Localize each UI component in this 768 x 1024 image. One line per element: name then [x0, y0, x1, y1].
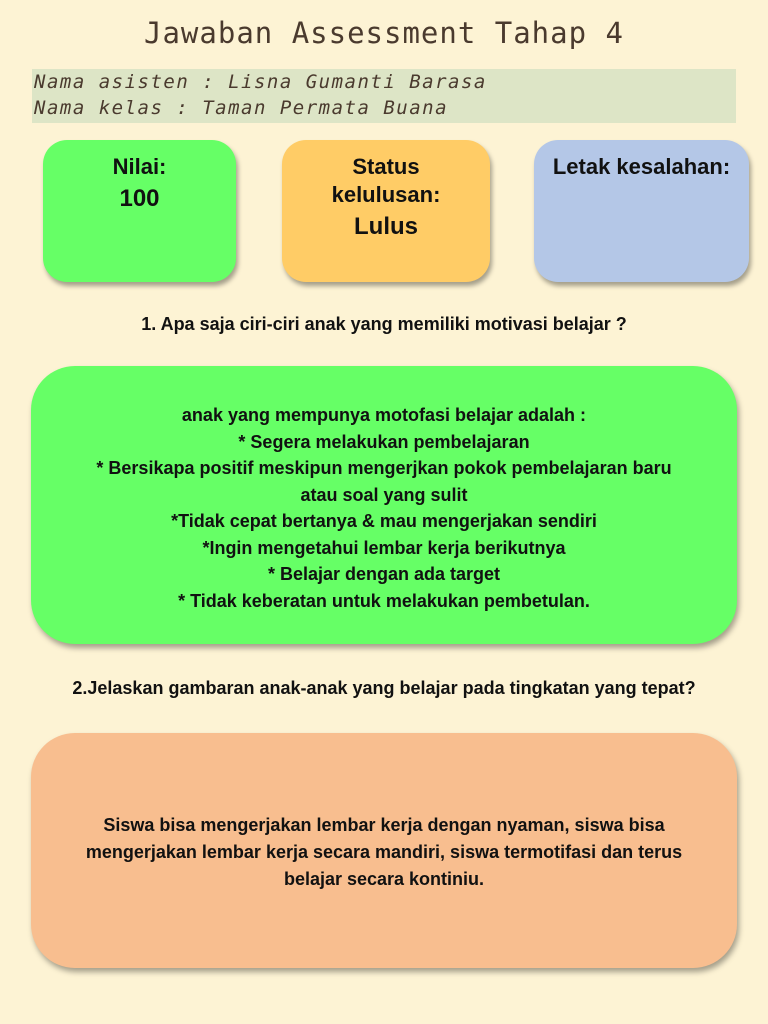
score-label: Nilai:	[112, 154, 167, 179]
assistant-name: Nama asisten : Lisna Gumanti Barasa	[34, 71, 487, 93]
answer-1-line: * Segera melakukan pembelajaran	[238, 431, 530, 452]
answer-1-box	[31, 366, 737, 644]
answer-1-line: * Tidak keberatan untuk melakukan pembetulan.	[178, 590, 590, 611]
error-location-card	[534, 140, 749, 282]
question-2: 2.Jelaskan gambaran anak-anak yang belajar pada tingkatan yang tepat?	[72, 678, 696, 698]
score-value: 100	[119, 185, 160, 212]
answer-1-line: *Tidak cepat bertanya & mau mengerjakan sendiri	[171, 511, 597, 531]
answer-2-box	[31, 733, 737, 968]
answer-1-line: *Ingin mengetahui lembar kerja berikutnya	[202, 537, 566, 558]
answer-1-line: atau soal yang sulit	[300, 484, 468, 505]
answer-2-text: Siswa bisa mengerjakan lembar kerja dengan nyaman, siswa bisa mengerjakan lembar kerja secara mandiri, siswa termotifasi dan terus belajar secara kontiniu.	[85, 815, 683, 889]
page-title: Jawaban Assessment Tahap 4	[144, 16, 624, 50]
answer-1-line: anak yang mempunya motofasi belajar adalah :	[181, 405, 587, 425]
status-card	[282, 140, 490, 282]
class-name: Nama kelas : Taman Permata Buana	[34, 97, 449, 119]
answer-1-line: * Bersikapa positif meskipun mengerjkan pokok pembelajaran baru	[96, 458, 672, 478]
status-value: Lulus	[354, 213, 418, 240]
status-label: Status kelulusan:	[331, 154, 441, 207]
score-card	[43, 140, 236, 282]
question-1: 1. Apa saja ciri-ciri anak yang memiliki motivasi belajar ?	[141, 314, 627, 334]
error-location-label: Letak kesalahan:	[552, 154, 731, 179]
answer-1-line: * Belajar dengan ada target	[267, 564, 501, 584]
